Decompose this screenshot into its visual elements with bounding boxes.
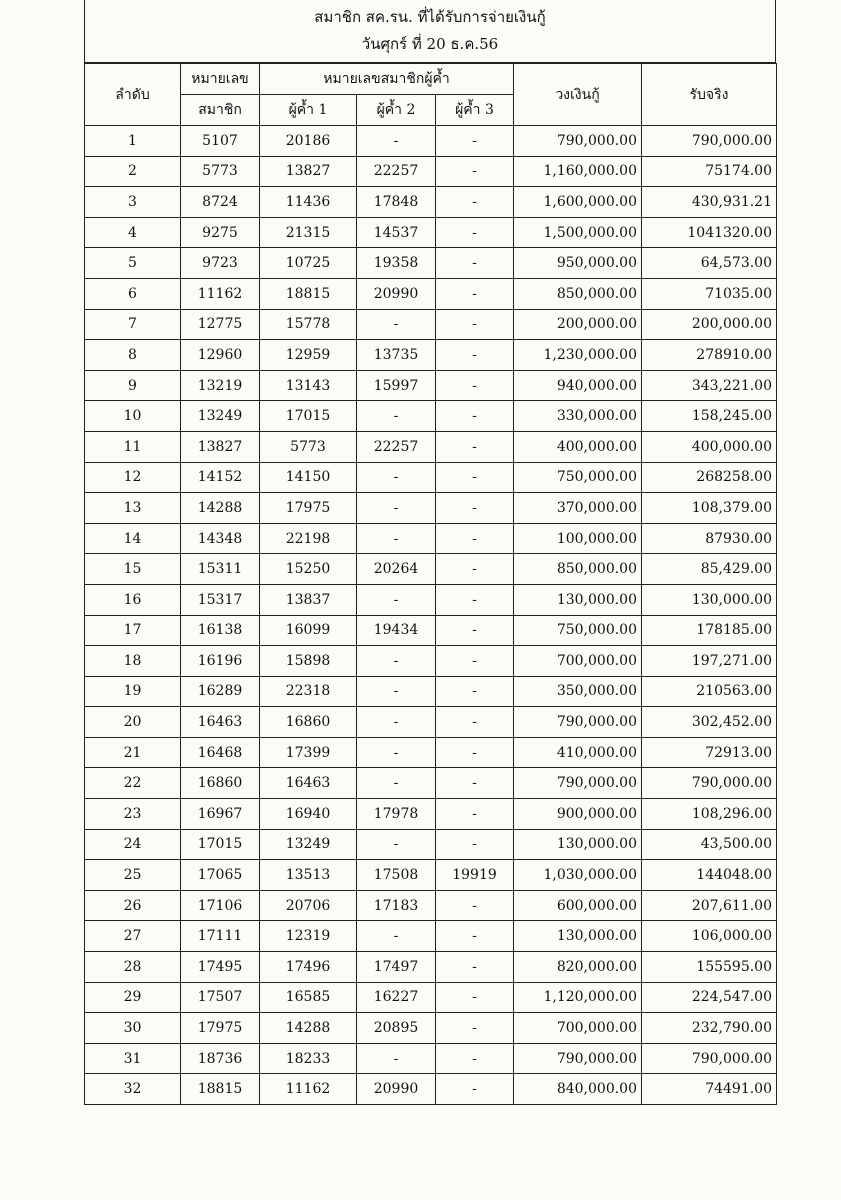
cell-loan-amount: 330,000.00 <box>514 401 642 432</box>
cell-member-no: 17106 <box>181 890 260 921</box>
cell-member-no: 9723 <box>181 248 260 279</box>
cell-guarantor2: - <box>357 1043 436 1074</box>
cell-guarantor1: 17399 <box>260 737 357 768</box>
cell-member-no: 5773 <box>181 156 260 187</box>
header-received: รับจริง <box>642 64 777 126</box>
cell-received: 108,296.00 <box>642 799 777 830</box>
cell-member-no: 16289 <box>181 676 260 707</box>
cell-guarantor3: - <box>436 921 514 952</box>
title-box <box>84 0 776 63</box>
table-row <box>85 401 777 432</box>
cell-guarantor2: - <box>357 707 436 738</box>
cell-loan-amount: 1,230,000.00 <box>514 340 642 371</box>
cell-guarantor1: 13513 <box>260 860 357 891</box>
cell-order: 23 <box>85 799 181 830</box>
table-row <box>85 982 777 1013</box>
cell-guarantor1: 13827 <box>260 156 357 187</box>
cell-guarantor3: - <box>436 431 514 462</box>
cell-order: 18 <box>85 646 181 677</box>
table-body <box>85 126 777 1105</box>
cell-guarantor3: - <box>436 1013 514 1044</box>
cell-guarantor2: - <box>357 493 436 524</box>
cell-loan-amount: 130,000.00 <box>514 829 642 860</box>
cell-loan-amount: 900,000.00 <box>514 799 642 830</box>
cell-loan-amount: 850,000.00 <box>514 278 642 309</box>
cell-guarantor3: - <box>436 1043 514 1074</box>
cell-loan-amount: 940,000.00 <box>514 370 642 401</box>
loan-disbursement-sheet <box>84 0 776 1105</box>
cell-loan-amount: 790,000.00 <box>514 707 642 738</box>
cell-order: 30 <box>85 1013 181 1044</box>
cell-guarantor3: - <box>436 554 514 585</box>
cell-loan-amount: 130,000.00 <box>514 921 642 952</box>
cell-member-no: 14152 <box>181 462 260 493</box>
cell-member-no: 17495 <box>181 952 260 983</box>
cell-received: 43,500.00 <box>642 829 777 860</box>
cell-received: 200,000.00 <box>642 309 777 340</box>
cell-member-no: 18815 <box>181 1074 260 1105</box>
table-row <box>85 768 777 799</box>
cell-guarantor2: 17848 <box>357 187 436 218</box>
cell-loan-amount: 790,000.00 <box>514 126 642 157</box>
cell-loan-amount: 790,000.00 <box>514 1043 642 1074</box>
table-row <box>85 1013 777 1044</box>
table-row <box>85 462 777 493</box>
cell-member-no: 18736 <box>181 1043 260 1074</box>
cell-guarantor2: - <box>357 401 436 432</box>
cell-order: 6 <box>85 278 181 309</box>
cell-guarantor3: - <box>436 646 514 677</box>
cell-guarantor1: 18815 <box>260 278 357 309</box>
cell-loan-amount: 700,000.00 <box>514 646 642 677</box>
cell-member-no: 13827 <box>181 431 260 462</box>
cell-received: 64,573.00 <box>642 248 777 279</box>
cell-guarantor1: 17496 <box>260 952 357 983</box>
cell-loan-amount: 1,160,000.00 <box>514 156 642 187</box>
cell-received: 268258.00 <box>642 462 777 493</box>
table-row <box>85 890 777 921</box>
table-row <box>85 707 777 738</box>
cell-order: 19 <box>85 676 181 707</box>
cell-order: 13 <box>85 493 181 524</box>
cell-order: 26 <box>85 890 181 921</box>
cell-order: 3 <box>85 187 181 218</box>
cell-member-no: 12960 <box>181 340 260 371</box>
cell-guarantor3: - <box>436 615 514 646</box>
cell-guarantor2: - <box>357 768 436 799</box>
table-row <box>85 523 777 554</box>
cell-guarantor1: 15898 <box>260 646 357 677</box>
cell-guarantor2: 17497 <box>357 952 436 983</box>
cell-member-no: 17015 <box>181 829 260 860</box>
cell-guarantor1: 11436 <box>260 187 357 218</box>
cell-loan-amount: 600,000.00 <box>514 890 642 921</box>
cell-loan-amount: 1,030,000.00 <box>514 860 642 891</box>
cell-loan-amount: 750,000.00 <box>514 615 642 646</box>
cell-loan-amount: 790,000.00 <box>514 768 642 799</box>
cell-received: 108,379.00 <box>642 493 777 524</box>
cell-received: 343,221.00 <box>642 370 777 401</box>
cell-member-no: 16196 <box>181 646 260 677</box>
cell-member-no: 17975 <box>181 1013 260 1044</box>
cell-order: 7 <box>85 309 181 340</box>
cell-member-no: 11162 <box>181 278 260 309</box>
cell-guarantor2: 13735 <box>357 340 436 371</box>
cell-member-no: 8724 <box>181 187 260 218</box>
table-row <box>85 493 777 524</box>
table-row <box>85 309 777 340</box>
table-row <box>85 431 777 462</box>
cell-guarantor3: - <box>436 523 514 554</box>
cell-received: 87930.00 <box>642 523 777 554</box>
cell-guarantor3: - <box>436 340 514 371</box>
cell-guarantor1: 16099 <box>260 615 357 646</box>
cell-guarantor1: 12959 <box>260 340 357 371</box>
cell-guarantor2: 15997 <box>357 370 436 401</box>
cell-guarantor3: - <box>436 829 514 860</box>
cell-guarantor1: 14150 <box>260 462 357 493</box>
header-guarantor3: ผู้ค้ำ 3 <box>436 95 514 126</box>
cell-guarantor1: 15778 <box>260 309 357 340</box>
cell-guarantor2: 16227 <box>357 982 436 1013</box>
cell-order: 17 <box>85 615 181 646</box>
cell-received: 158,245.00 <box>642 401 777 432</box>
cell-member-no: 12775 <box>181 309 260 340</box>
cell-received: 178185.00 <box>642 615 777 646</box>
cell-guarantor2: 17978 <box>357 799 436 830</box>
cell-received: 430,931.21 <box>642 187 777 218</box>
cell-order: 2 <box>85 156 181 187</box>
cell-member-no: 9275 <box>181 217 260 248</box>
table-row <box>85 248 777 279</box>
page-title: สมาชิก สค.รน. ที่ได้รับการจ่ายเงินกู้ <box>314 8 546 26</box>
cell-received: 144048.00 <box>642 860 777 891</box>
cell-loan-amount: 370,000.00 <box>514 493 642 524</box>
cell-order: 32 <box>85 1074 181 1105</box>
cell-guarantor2: - <box>357 126 436 157</box>
table-row <box>85 217 777 248</box>
table-row <box>85 829 777 860</box>
cell-loan-amount: 1,120,000.00 <box>514 982 642 1013</box>
cell-loan-amount: 350,000.00 <box>514 676 642 707</box>
cell-guarantor2: 17508 <box>357 860 436 891</box>
cell-guarantor1: 16463 <box>260 768 357 799</box>
cell-guarantor2: - <box>357 921 436 952</box>
cell-guarantor2: 20990 <box>357 278 436 309</box>
cell-loan-amount: 130,000.00 <box>514 584 642 615</box>
cell-guarantor2: 22257 <box>357 431 436 462</box>
cell-guarantor2: 19358 <box>357 248 436 279</box>
cell-received: 224,547.00 <box>642 982 777 1013</box>
cell-order: 5 <box>85 248 181 279</box>
cell-member-no: 16967 <box>181 799 260 830</box>
cell-guarantor3: - <box>436 890 514 921</box>
cell-guarantor1: 20186 <box>260 126 357 157</box>
cell-guarantor1: 16585 <box>260 982 357 1013</box>
cell-order: 31 <box>85 1043 181 1074</box>
cell-received: 207,611.00 <box>642 890 777 921</box>
cell-guarantor1: 18233 <box>260 1043 357 1074</box>
cell-guarantor2: 19434 <box>357 615 436 646</box>
cell-guarantor1: 22318 <box>260 676 357 707</box>
cell-guarantor3: - <box>436 952 514 983</box>
table-row <box>85 737 777 768</box>
cell-member-no: 16138 <box>181 615 260 646</box>
cell-received: 210563.00 <box>642 676 777 707</box>
cell-loan-amount: 200,000.00 <box>514 309 642 340</box>
table-row <box>85 615 777 646</box>
cell-received: 278910.00 <box>642 340 777 371</box>
cell-guarantor3: - <box>436 248 514 279</box>
cell-order: 22 <box>85 768 181 799</box>
table-row <box>85 340 777 371</box>
cell-guarantor2: 17183 <box>357 890 436 921</box>
cell-guarantor3: - <box>436 217 514 248</box>
cell-guarantor1: 12319 <box>260 921 357 952</box>
cell-guarantor3: - <box>436 737 514 768</box>
cell-member-no: 16463 <box>181 707 260 738</box>
cell-guarantor1: 13837 <box>260 584 357 615</box>
cell-member-no: 14348 <box>181 523 260 554</box>
cell-order: 25 <box>85 860 181 891</box>
cell-guarantor1: 11162 <box>260 1074 357 1105</box>
cell-received: 71035.00 <box>642 278 777 309</box>
cell-guarantor2: - <box>357 462 436 493</box>
cell-order: 4 <box>85 217 181 248</box>
cell-guarantor2: 20895 <box>357 1013 436 1044</box>
cell-guarantor3: - <box>436 462 514 493</box>
cell-guarantor3: - <box>436 156 514 187</box>
cell-member-no: 15311 <box>181 554 260 585</box>
cell-loan-amount: 840,000.00 <box>514 1074 642 1105</box>
cell-guarantor3: - <box>436 278 514 309</box>
cell-received: 790,000.00 <box>642 126 777 157</box>
cell-guarantor2: - <box>357 646 436 677</box>
header-loan-amount: วงเงินกู้ <box>514 64 642 126</box>
cell-received: 1041320.00 <box>642 217 777 248</box>
cell-order: 1 <box>85 126 181 157</box>
cell-guarantor2: 22257 <box>357 156 436 187</box>
page-date: วันศุกร์ ที่ 20 ธ.ค.56 <box>361 35 499 53</box>
cell-loan-amount: 100,000.00 <box>514 523 642 554</box>
cell-guarantor3: - <box>436 768 514 799</box>
cell-guarantor3: - <box>436 676 514 707</box>
cell-order: 20 <box>85 707 181 738</box>
cell-guarantor1: 13143 <box>260 370 357 401</box>
table-row <box>85 278 777 309</box>
cell-guarantor3: - <box>436 309 514 340</box>
cell-received: 232,790.00 <box>642 1013 777 1044</box>
cell-received: 400,000.00 <box>642 431 777 462</box>
table-row <box>85 646 777 677</box>
cell-member-no: 13219 <box>181 370 260 401</box>
cell-member-no: 16860 <box>181 768 260 799</box>
cell-guarantor1: 16860 <box>260 707 357 738</box>
cell-member-no: 17065 <box>181 860 260 891</box>
cell-guarantor2: - <box>357 584 436 615</box>
table-row <box>85 799 777 830</box>
cell-order: 14 <box>85 523 181 554</box>
table-row <box>85 187 777 218</box>
cell-order: 28 <box>85 952 181 983</box>
cell-guarantor2: 14537 <box>357 217 436 248</box>
cell-loan-amount: 410,000.00 <box>514 737 642 768</box>
cell-member-no: 16468 <box>181 737 260 768</box>
header-guarantor2: ผู้ค้ำ 2 <box>357 95 436 126</box>
cell-member-no: 14288 <box>181 493 260 524</box>
cell-loan-amount: 820,000.00 <box>514 952 642 983</box>
cell-received: 106,000.00 <box>642 921 777 952</box>
cell-loan-amount: 850,000.00 <box>514 554 642 585</box>
cell-guarantor3: - <box>436 401 514 432</box>
table-row <box>85 952 777 983</box>
cell-guarantor1: 15250 <box>260 554 357 585</box>
cell-guarantor3: - <box>436 370 514 401</box>
table-row <box>85 860 777 891</box>
cell-guarantor3: - <box>436 187 514 218</box>
cell-guarantor2: - <box>357 309 436 340</box>
cell-received: 72913.00 <box>642 737 777 768</box>
cell-received: 75174.00 <box>642 156 777 187</box>
table-row <box>85 554 777 585</box>
table-row <box>85 1043 777 1074</box>
table-row <box>85 156 777 187</box>
cell-loan-amount: 950,000.00 <box>514 248 642 279</box>
cell-order: 9 <box>85 370 181 401</box>
header-guarantor-group: หมายเลขสมาชิกผู้ค้ำ <box>260 64 514 95</box>
cell-guarantor3: - <box>436 584 514 615</box>
cell-guarantor1: 10725 <box>260 248 357 279</box>
cell-loan-amount: 400,000.00 <box>514 431 642 462</box>
table-row <box>85 370 777 401</box>
cell-order: 11 <box>85 431 181 462</box>
cell-guarantor1: 5773 <box>260 431 357 462</box>
cell-order: 29 <box>85 982 181 1013</box>
cell-guarantor1: 16940 <box>260 799 357 830</box>
cell-member-no: 5107 <box>181 126 260 157</box>
cell-guarantor2: 20990 <box>357 1074 436 1105</box>
cell-member-no: 17507 <box>181 982 260 1013</box>
cell-guarantor1: 17015 <box>260 401 357 432</box>
table-row <box>85 676 777 707</box>
cell-guarantor2: 20264 <box>357 554 436 585</box>
cell-received: 85,429.00 <box>642 554 777 585</box>
cell-guarantor3: - <box>436 126 514 157</box>
cell-received: 197,271.00 <box>642 646 777 677</box>
cell-guarantor2: - <box>357 829 436 860</box>
cell-loan-amount: 700,000.00 <box>514 1013 642 1044</box>
loan-table <box>84 63 777 1105</box>
cell-guarantor1: 22198 <box>260 523 357 554</box>
cell-guarantor2: - <box>357 737 436 768</box>
cell-order: 8 <box>85 340 181 371</box>
cell-received: 302,452.00 <box>642 707 777 738</box>
cell-member-no: 17111 <box>181 921 260 952</box>
cell-guarantor3: - <box>436 1074 514 1105</box>
cell-guarantor3: - <box>436 799 514 830</box>
cell-guarantor1: 20706 <box>260 890 357 921</box>
cell-guarantor1: 17975 <box>260 493 357 524</box>
cell-guarantor1: 13249 <box>260 829 357 860</box>
header-order: ลำดับ <box>85 64 181 126</box>
cell-member-no: 15317 <box>181 584 260 615</box>
cell-loan-amount: 1,500,000.00 <box>514 217 642 248</box>
cell-guarantor1: 14288 <box>260 1013 357 1044</box>
cell-order: 21 <box>85 737 181 768</box>
cell-loan-amount: 750,000.00 <box>514 462 642 493</box>
cell-order: 10 <box>85 401 181 432</box>
cell-member-no: 13249 <box>181 401 260 432</box>
cell-received: 155595.00 <box>642 952 777 983</box>
cell-order: 12 <box>85 462 181 493</box>
cell-received: 130,000.00 <box>642 584 777 615</box>
cell-order: 27 <box>85 921 181 952</box>
table-row <box>85 921 777 952</box>
header-member-no-line2: สมาชิก <box>181 95 260 126</box>
header-member-no-line1: หมายเลข <box>181 64 260 95</box>
cell-guarantor3: - <box>436 707 514 738</box>
cell-loan-amount: 1,600,000.00 <box>514 187 642 218</box>
table-row <box>85 584 777 615</box>
cell-guarantor1: 21315 <box>260 217 357 248</box>
cell-guarantor3: - <box>436 982 514 1013</box>
cell-guarantor3: 19919 <box>436 860 514 891</box>
cell-order: 16 <box>85 584 181 615</box>
cell-received: 74491.00 <box>642 1074 777 1105</box>
cell-order: 15 <box>85 554 181 585</box>
cell-order: 24 <box>85 829 181 860</box>
table-row <box>85 1074 777 1105</box>
table-row <box>85 126 777 157</box>
header-guarantor1: ผู้ค้ำ 1 <box>260 95 357 126</box>
cell-guarantor3: - <box>436 493 514 524</box>
cell-guarantor2: - <box>357 676 436 707</box>
cell-guarantor2: - <box>357 523 436 554</box>
cell-received: 790,000.00 <box>642 768 777 799</box>
cell-received: 790,000.00 <box>642 1043 777 1074</box>
